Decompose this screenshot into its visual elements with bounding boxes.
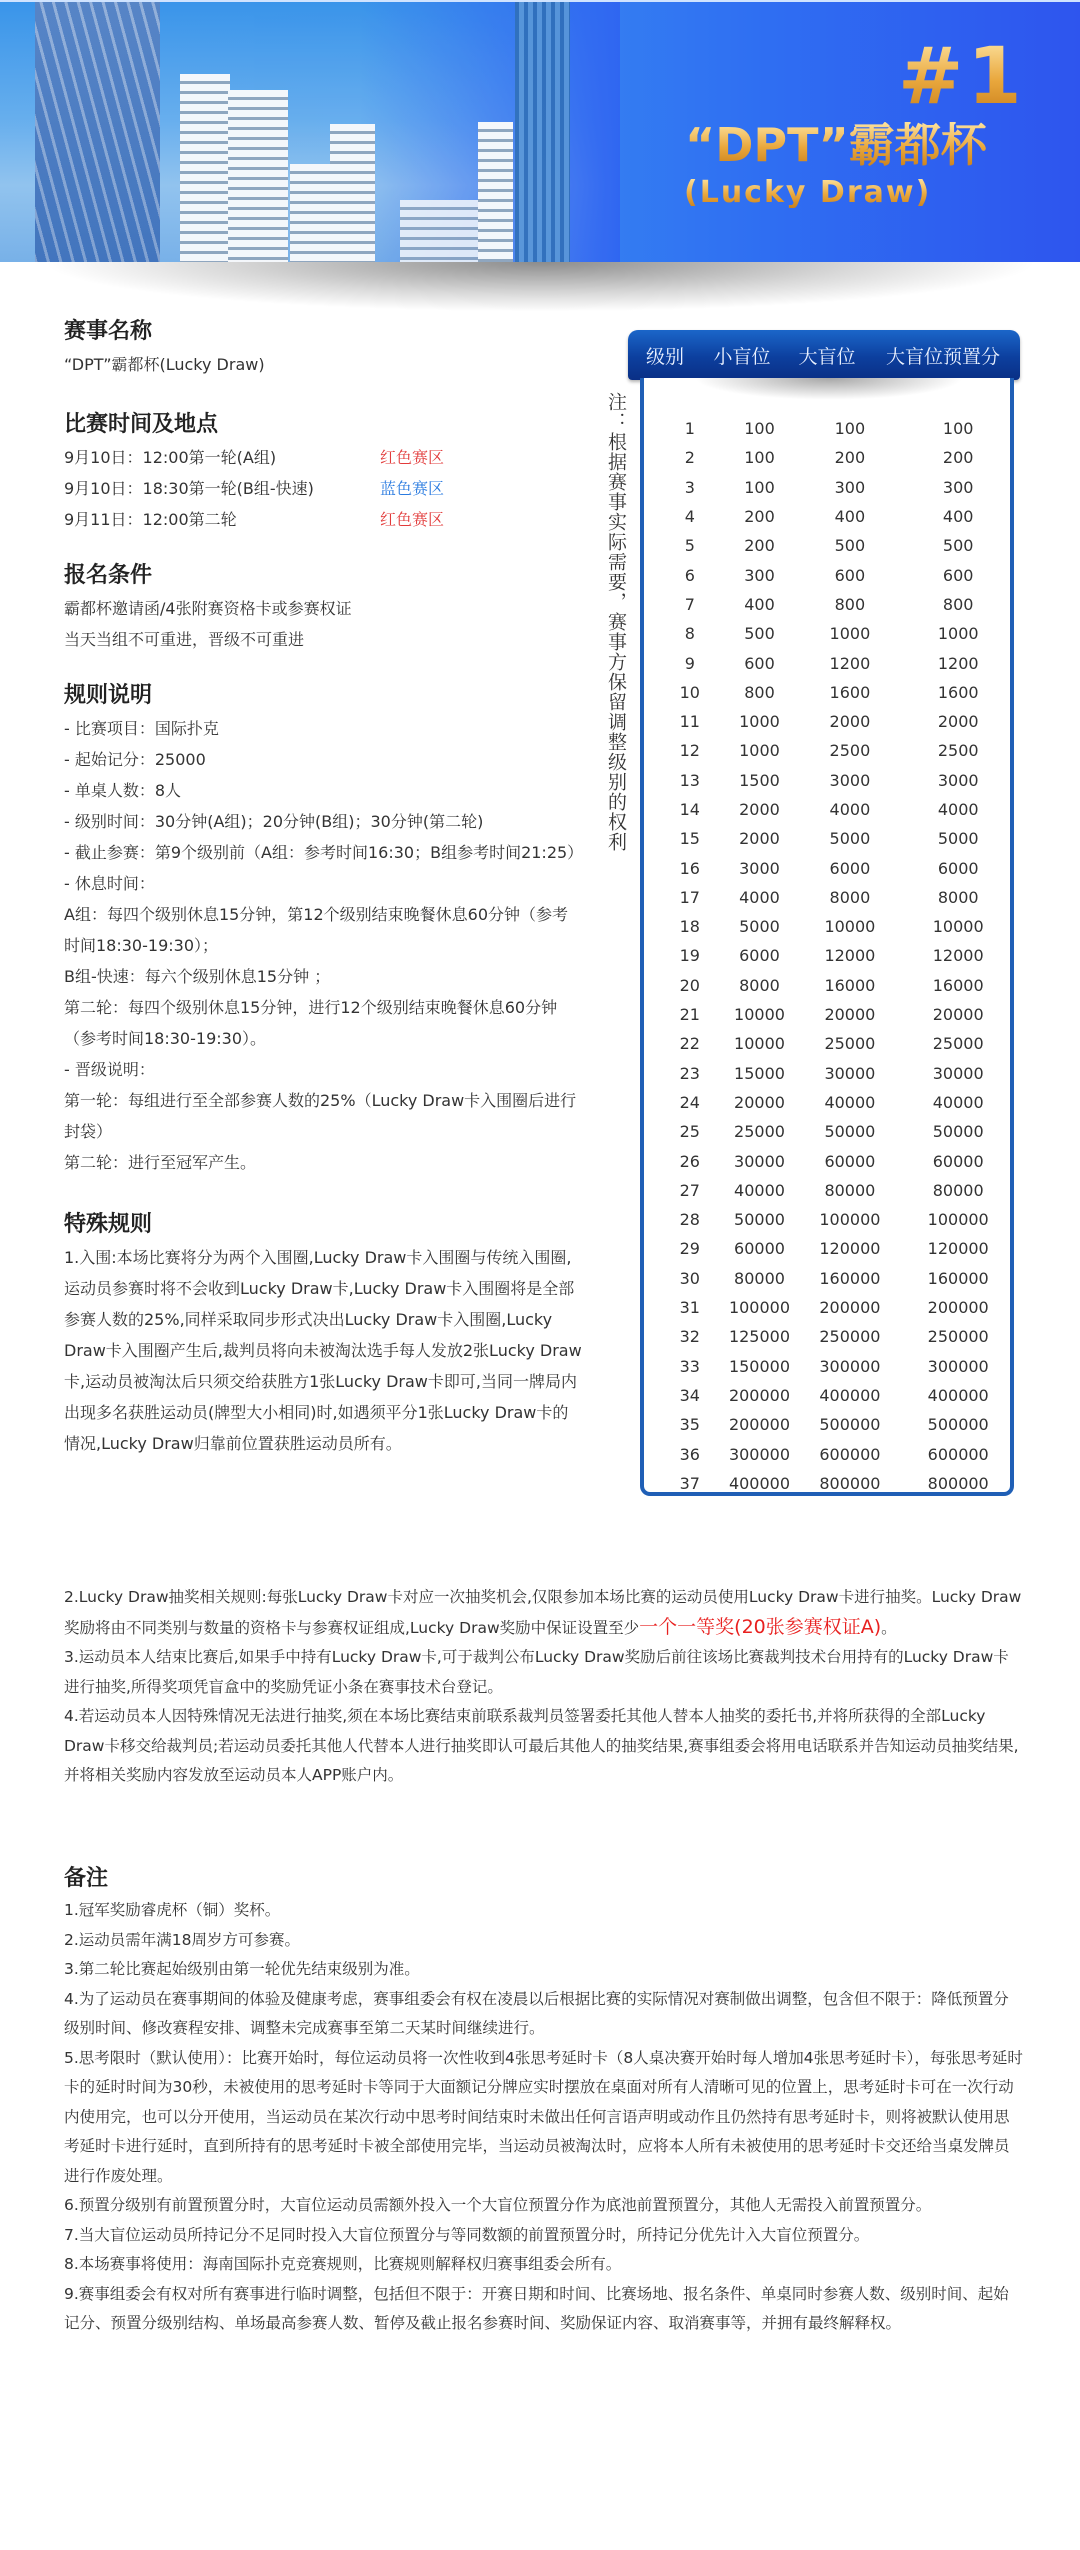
rule-line: - 起始记分：25000 [64, 750, 206, 769]
bb-ante-cell: 400000 [927, 1385, 989, 1405]
bb-ante-cell: 300 [942, 477, 974, 497]
small-blind-cell: 80000 [734, 1268, 785, 1288]
blinds-row [644, 883, 1010, 912]
level-cell: 18 [679, 917, 700, 937]
big-blind-cell: 100 [834, 419, 866, 439]
schedule-heading: 比赛时间及地点 [64, 412, 219, 437]
small-blind-cell: 15000 [734, 1063, 785, 1083]
blinds-row [644, 1439, 1010, 1468]
blinds-row [644, 1410, 1010, 1439]
big-blind-cell: 200000 [819, 1298, 881, 1318]
note-item: 2.运动员需年满18周岁方可参赛。 [64, 1930, 301, 1949]
highlight-first-prize: 一个一等奖(20张参赛权证A) [639, 1615, 882, 1638]
rule-line: 第二轮：进行至冠军产生。 [64, 1153, 257, 1172]
rule-line: - 休息时间： [64, 874, 155, 893]
blinds-row [644, 678, 1010, 707]
blinds-row [644, 443, 1010, 472]
bb-ante-cell: 25000 [932, 1034, 984, 1054]
level-cell: 35 [679, 1415, 700, 1435]
big-blind-cell: 800 [834, 594, 866, 614]
level-cell: 29 [679, 1239, 700, 1259]
rule-line: - 晋级说明： [64, 1060, 155, 1079]
small-blind-cell: 500 [744, 624, 775, 644]
big-blind-cell: 12000 [824, 946, 876, 966]
big-blind-cell: 300000 [819, 1356, 881, 1376]
blinds-row [644, 707, 1010, 736]
level-cell: 36 [679, 1444, 700, 1464]
blinds-row [644, 531, 1010, 560]
rule-line: - 截止参赛：第9个级别前（A组：参考时间16:30；B组参考时间21:25） [64, 843, 584, 862]
small-blind-cell: 10000 [734, 1005, 785, 1025]
banner-shadow [40, 262, 1040, 312]
big-blind-cell: 5000 [829, 829, 871, 849]
level-cell: 27 [679, 1180, 700, 1200]
blinds-row [644, 1117, 1010, 1146]
big-blind-cell: 300 [834, 477, 866, 497]
level-cell: 21 [679, 1005, 700, 1025]
header-big-blind: 大盲位 [798, 345, 856, 368]
special-rules-heading: 特殊规则 [64, 1212, 153, 1237]
bb-ante-cell: 200000 [927, 1298, 989, 1318]
level-cell: 6 [684, 565, 695, 585]
small-blind-cell: 20000 [734, 1092, 785, 1112]
blinds-row [644, 648, 1010, 677]
blinds-row [644, 502, 1010, 531]
blinds-row [644, 795, 1010, 824]
big-blind-cell: 30000 [824, 1063, 876, 1083]
blinds-row [644, 1322, 1010, 1351]
big-blind-cell: 2000 [829, 712, 871, 732]
level-cell: 4 [684, 507, 695, 527]
level-cell: 19 [679, 946, 700, 966]
small-blind-cell: 100 [744, 477, 775, 497]
level-cell: 34 [679, 1385, 700, 1405]
blinds-row [644, 1146, 1010, 1175]
bb-ante-cell: 100000 [927, 1210, 989, 1230]
small-blind-cell: 50000 [734, 1210, 785, 1230]
banner-title: “DPT”霸都杯 [685, 118, 987, 172]
small-blind-cell: 200000 [728, 1385, 791, 1405]
bb-ante-cell: 60000 [932, 1151, 984, 1171]
note-item: 8.本场赛事将使用：海南国际扑克竞赛规则，比赛规则解释权归赛事组委会所有。 [64, 2255, 622, 2273]
blinds-row [644, 414, 1010, 443]
blinds-row [644, 1264, 1010, 1293]
level-cell: 37 [679, 1473, 700, 1493]
special-rule-1: 1.入围:本场比赛将分为两个入围圈,Lucky Draw卡入围圈与传统入围圈,运动员参赛时将不会收到Lucky Draw卡,Lucky Draw卡入围圈将是全部参赛人数的25%,同样采取同步形式决出Lucky Draw卡入围圈,Lucky Draw卡入围圈产生后,裁判员将向未被淘汰选手每人发放2张Lucky Draw卡,运动员被淘汰后只须交给获胜方1张Lucky Draw卡即可,当同一牌局内出现多名获胜运动员(牌型大小相同)时,如遇须平分1张Lucky Draw卡的情况,Lucky Draw归靠前位置获胜运动员所有。 [64, 1248, 582, 1453]
small-blind-cell: 2000 [739, 800, 780, 819]
big-blind-cell: 25000 [824, 1034, 876, 1054]
small-blind-cell: 2000 [739, 829, 780, 849]
bb-ante-cell: 100 [942, 419, 974, 439]
bb-ante-cell: 400 [942, 507, 974, 527]
bb-ante-cell: 5000 [937, 829, 979, 849]
big-blind-cell: 200 [834, 448, 866, 468]
big-blind-cell: 6000 [829, 858, 871, 878]
rule-line: - 级别时间：30分钟(A组)；20分钟(B组)；30分钟(第二轮) [64, 812, 484, 831]
special-rule-3: 3.运动员本人结束比赛后,如果手中持有Lucky Draw卡,可于裁判公布Lucky Draw奖励后前往该场比赛裁判技术台用持有的Lucky Draw卡进行抽奖,所得奖项凭盲盒中的奖励凭证小条在赛事技术台登记。 [64, 1648, 1009, 1696]
bb-ante-cell: 12000 [932, 946, 984, 966]
big-blind-cell: 160000 [819, 1268, 881, 1288]
banner-subtitle: (Lucky Draw) [684, 175, 932, 210]
bb-ante-cell: 160000 [927, 1268, 989, 1288]
level-cell: 13 [679, 770, 700, 790]
schedule-row [64, 442, 584, 473]
small-blind-cell: 1000 [739, 741, 780, 761]
blinds-side-note: 注：根据赛事实际需要，赛事方保留调整级别的权利 [605, 392, 627, 852]
level-cell: 14 [679, 800, 700, 819]
building-image [180, 74, 230, 262]
bb-ante-cell: 30000 [932, 1063, 984, 1083]
schedule-row [64, 504, 584, 535]
level-cell: 5 [684, 536, 695, 556]
bb-ante-cell: 200 [942, 448, 974, 468]
big-blind-cell: 16000 [824, 975, 876, 995]
small-blind-cell: 60000 [734, 1239, 785, 1259]
small-blind-cell: 200 [744, 536, 775, 556]
schedule-time: 9月10日：12:00第一轮(A组) [64, 448, 277, 467]
building-image [290, 164, 335, 262]
rule-line: B组-快速：每六个级别休息15分钟 ； [64, 967, 331, 986]
big-blind-cell: 1200 [829, 653, 871, 673]
schedule-area: 红色赛区 [380, 510, 445, 529]
level-cell: 16 [679, 858, 700, 878]
schedule-time: 9月10日：18:30第一轮(B组-快速) [64, 479, 314, 498]
schedule-time: 9月11日：12:00第二轮 [64, 510, 237, 529]
small-blind-cell: 10000 [734, 1034, 785, 1054]
small-blind-cell: 25000 [734, 1122, 785, 1142]
bb-ante-cell: 6000 [937, 858, 979, 878]
small-blind-cell: 600 [744, 653, 775, 673]
bb-ante-cell: 3000 [937, 770, 979, 790]
small-blind-cell: 4000 [739, 887, 780, 907]
registration-line: 当天当组不可重进，晋级不可重进 [64, 630, 305, 649]
big-blind-cell: 120000 [819, 1239, 881, 1259]
small-blind-cell: 6000 [739, 946, 780, 966]
big-blind-cell: 40000 [824, 1092, 876, 1112]
special-rule-4: 4.若运动员本人因特殊情况无法进行抽奖,须在本场比赛结束前联系裁判员签署委托其他人替本人抽奖的委托书,并将所获得的全部Lucky Draw卡移交给裁判员;若运动员委托其他人代替本人进行抽奖即认可最后其他人的抽奖结果,赛事组委会将用电话联系并告知运动员抽奖结果,并将相关奖励内容发放至运动员本人APP账户内。 [64, 1707, 1019, 1784]
level-cell: 33 [679, 1356, 700, 1376]
small-blind-cell: 125000 [728, 1327, 791, 1347]
big-blind-cell: 1000 [829, 624, 871, 644]
level-cell: 28 [679, 1210, 700, 1230]
rule-line: 第一轮：每组进行至全部参赛人数的25%（Lucky Draw卡入围圈后进行封袋） [64, 1091, 577, 1141]
blinds-table-header [628, 330, 1020, 380]
big-blind-cell: 2500 [829, 741, 871, 761]
bb-ante-cell: 1200 [937, 653, 979, 673]
bb-ante-cell: 10000 [932, 917, 984, 937]
small-blind-cell: 5000 [739, 917, 780, 937]
blinds-row [644, 912, 1010, 941]
header-level: 级别 [646, 345, 685, 368]
big-blind-cell: 600000 [819, 1444, 881, 1464]
header-small-blind: 小盲位 [713, 345, 771, 368]
big-blind-cell: 60000 [824, 1151, 876, 1171]
blinds-row [644, 1205, 1010, 1234]
small-blind-cell: 300000 [728, 1444, 791, 1464]
small-blind-cell: 3000 [739, 858, 780, 878]
small-blind-cell: 150000 [728, 1356, 791, 1376]
note-item: 3.第二轮比赛起始级别由第一轮优先结束级别为准。 [64, 1960, 420, 1978]
bb-ante-cell: 20000 [932, 1005, 984, 1025]
calligraphy-tower-image [35, 2, 160, 262]
bb-ante-cell: 2500 [937, 741, 979, 761]
level-cell: 3 [684, 477, 695, 497]
big-blind-cell: 50000 [824, 1122, 876, 1142]
bb-ante-cell: 600000 [927, 1444, 989, 1464]
schedule-area: 红色赛区 [380, 448, 445, 467]
blinds-row [644, 1029, 1010, 1058]
bb-ante-cell: 80000 [932, 1180, 984, 1200]
level-cell: 20 [679, 975, 700, 995]
big-blind-cell: 4000 [829, 800, 871, 819]
level-cell: 22 [679, 1034, 700, 1054]
level-cell: 1 [684, 419, 695, 439]
blinds-row [644, 1059, 1010, 1088]
rule-line: - 单桌人数：8人 [64, 781, 182, 800]
building-image [330, 124, 375, 262]
small-blind-cell: 100 [744, 419, 775, 439]
big-blind-cell: 20000 [824, 1005, 876, 1025]
blinds-row [644, 941, 1010, 970]
big-blind-cell: 400000 [819, 1385, 881, 1405]
bb-ante-cell: 800000 [927, 1473, 989, 1493]
small-blind-cell: 1500 [739, 770, 780, 790]
building-image [478, 122, 513, 262]
blinds-row [644, 1088, 1010, 1117]
big-blind-cell: 800000 [819, 1473, 881, 1493]
small-blind-cell: 200000 [728, 1415, 791, 1435]
event-name-heading: 赛事名称 [64, 319, 153, 344]
level-cell: 15 [679, 829, 700, 849]
registration-line: 霸都杯邀请函/4张附赛资格卡或参赛权证 [64, 599, 352, 618]
notes-heading: 备注 [64, 1866, 109, 1891]
bb-ante-cell: 1600 [937, 682, 979, 702]
schedule-row [64, 473, 584, 504]
big-blind-cell: 500000 [819, 1415, 881, 1435]
small-blind-cell: 200 [744, 507, 775, 527]
level-cell: 23 [679, 1063, 700, 1083]
note-item: 4.为了运动员在赛事期间的体验及健康考虑，赛事组委会有权在凌晨以后根据比赛的实际情况对赛制做出调整，包含但不限于：降低预置分级别时间、修改赛程安排、调整未完成赛事至第二天某时间继续进行。 [64, 1989, 1009, 2037]
bb-ante-cell: 300000 [927, 1356, 989, 1376]
big-blind-cell: 400 [834, 507, 866, 527]
level-cell: 24 [679, 1092, 700, 1112]
bb-ante-cell: 40000 [932, 1092, 984, 1112]
bb-ante-cell: 800 [942, 594, 974, 614]
small-blind-cell: 100 [744, 448, 775, 468]
blinds-row [644, 560, 1010, 589]
big-blind-cell: 3000 [829, 770, 871, 790]
note-item: 1.冠军奖励睿虎杯（铜）奖杯。 [64, 1901, 281, 1919]
big-blind-cell: 100000 [819, 1210, 881, 1230]
blinds-row [644, 1000, 1010, 1029]
blinds-row [644, 1293, 1010, 1322]
small-blind-cell: 300 [744, 565, 775, 585]
small-blind-cell: 400000 [728, 1473, 791, 1493]
level-cell: 26 [679, 1151, 700, 1171]
event-number: #1 [898, 32, 1026, 122]
header-bb-ante: 大盲位预置分 [885, 345, 1000, 368]
small-blind-cell: 1000 [739, 712, 780, 732]
bb-ante-cell: 8000 [937, 887, 979, 907]
level-cell: 8 [684, 624, 695, 644]
blinds-row [644, 971, 1010, 1000]
special-rule-2: 2.Lucky Draw抽奖相关规则:每张Lucky Draw卡对应一次抽奖机会,仅限参加本场比赛的运动员使用Lucky Draw卡进行抽奖。Lucky Draw奖励将由不同类别与数量的资格卡与参赛权证组成,Lucky Draw奖励中保证设置至少一个一等奖(20张参赛权证A)。 [64, 1588, 1022, 1638]
level-cell: 12 [679, 741, 700, 761]
header-banner [0, 0, 1080, 262]
blinds-row [644, 853, 1010, 882]
blinds-table [640, 378, 1014, 1496]
blinds-row [644, 1469, 1010, 1498]
rules-heading: 规则说明 [64, 683, 153, 708]
bb-ante-cell: 500 [942, 536, 974, 556]
small-blind-cell: 8000 [739, 975, 780, 995]
special-rules-continued [64, 1583, 1024, 1791]
schedule-area: 蓝色赛区 [380, 479, 445, 498]
blinds-row [644, 1381, 1010, 1410]
bb-ante-cell: 120000 [927, 1239, 989, 1259]
rule-line: A组：每四个级别休息15分钟，第12个级别结束晚餐休息60分钟（参考时间18:30-19:30）； [64, 905, 569, 955]
note-item: 7.当大盲位运动员所持记分不足同时投入大盲位预置分与等同数额的前置预置分时，所持记分优先计入大盲位预置分。 [64, 2225, 870, 2244]
level-cell: 11 [679, 712, 700, 732]
big-blind-cell: 10000 [824, 917, 876, 937]
bb-ante-cell: 1000 [937, 624, 979, 644]
bb-ante-cell: 250000 [927, 1327, 989, 1347]
level-cell: 9 [684, 653, 695, 673]
blinds-row [644, 1234, 1010, 1263]
level-cell: 30 [679, 1268, 700, 1288]
blinds-row [644, 824, 1010, 853]
building-image [400, 200, 480, 262]
big-blind-cell: 1600 [829, 682, 871, 702]
big-blind-cell: 600 [834, 565, 866, 585]
big-blind-cell: 500 [834, 536, 866, 556]
level-cell: 2 [684, 448, 695, 468]
blinds-row [644, 590, 1010, 619]
note-item: 5.思考限时（默认使用）：比赛开始时，每位运动员将一次性收到4张思考延时卡（8人桌决赛开始时每人增加4张思考延时卡），每张思考延时卡的延时时间为30秒，未被使用的思考延时卡等同于大面额记分牌应实时摆放在桌面对所有人清晰可见的位置上，思考延时卡可在一次行动内使用完，也可以分开使用，当运动员在某次行动中思考时间结束时未做出任何言语声明或动作且仍然持有思考延时卡，则将被默认使用思考延时卡进行延时，直到所持有的思考延时卡被全部使用完毕，当运动员被淘汰时，应将本人所有未被使用的思考延时卡交还给当桌发牌员进行作废处理。 [64, 2048, 1023, 2185]
notes-section [64, 1862, 1024, 2339]
small-blind-cell: 400 [744, 594, 775, 614]
level-cell: 25 [679, 1122, 700, 1142]
level-cell: 31 [679, 1298, 700, 1318]
bb-ante-cell: 600 [942, 565, 974, 585]
bb-ante-cell: 4000 [937, 800, 979, 819]
note-item: 9.赛事组委会有权对所有赛事进行临时调整，包括但不限于：开赛日期和时间、比赛场地、报名条件、单桌同时参赛人数、级别时间、起始记分、预置分级别结构、单场最高参赛人数、暂停及截止报名参赛时间、奖励保证内容、取消赛事等，并拥有最终解释权。 [64, 2284, 1009, 2332]
blinds-row [644, 766, 1010, 795]
level-cell: 17 [679, 887, 700, 907]
blinds-row [644, 1176, 1010, 1205]
level-cell: 10 [679, 682, 700, 702]
event-name-value: “DPT”霸都杯(Lucky Draw) [64, 355, 265, 374]
small-blind-cell: 40000 [734, 1180, 785, 1200]
registration-heading: 报名条件 [64, 563, 153, 588]
blinds-row [644, 736, 1010, 765]
bb-ante-cell: 50000 [932, 1122, 984, 1142]
blinds-rows [644, 414, 1010, 1498]
level-cell: 32 [679, 1327, 700, 1347]
left-column [64, 315, 584, 1459]
rule-line: - 比赛项目：国际扑克 [64, 719, 219, 738]
note-item: 6.预置分级别有前置预置分时，大盲位运动员需额外投入一个大盲位预置分作为底池前置预置分，其他人无需投入前置预置分。 [64, 2196, 932, 2214]
bb-ante-cell: 500000 [927, 1415, 989, 1435]
bb-ante-cell: 16000 [932, 975, 984, 995]
small-blind-cell: 30000 [734, 1151, 785, 1171]
building-image [228, 90, 288, 262]
blinds-row [644, 1352, 1010, 1381]
level-cell: 7 [684, 594, 695, 614]
big-blind-cell: 250000 [819, 1327, 881, 1347]
big-blind-cell: 8000 [829, 887, 871, 907]
blinds-row [644, 473, 1010, 502]
small-blind-cell: 100000 [728, 1298, 791, 1318]
rule-line: 第二轮：每四个级别休息15分钟，进行12个级别结束晚餐休息60分钟（参考时间18:30-19:30）。 [64, 998, 558, 1048]
small-blind-cell: 800 [744, 682, 775, 702]
big-blind-cell: 80000 [824, 1180, 876, 1200]
glass-tower-image [515, 2, 570, 262]
bb-ante-cell: 2000 [937, 712, 979, 732]
blinds-row [644, 619, 1010, 648]
